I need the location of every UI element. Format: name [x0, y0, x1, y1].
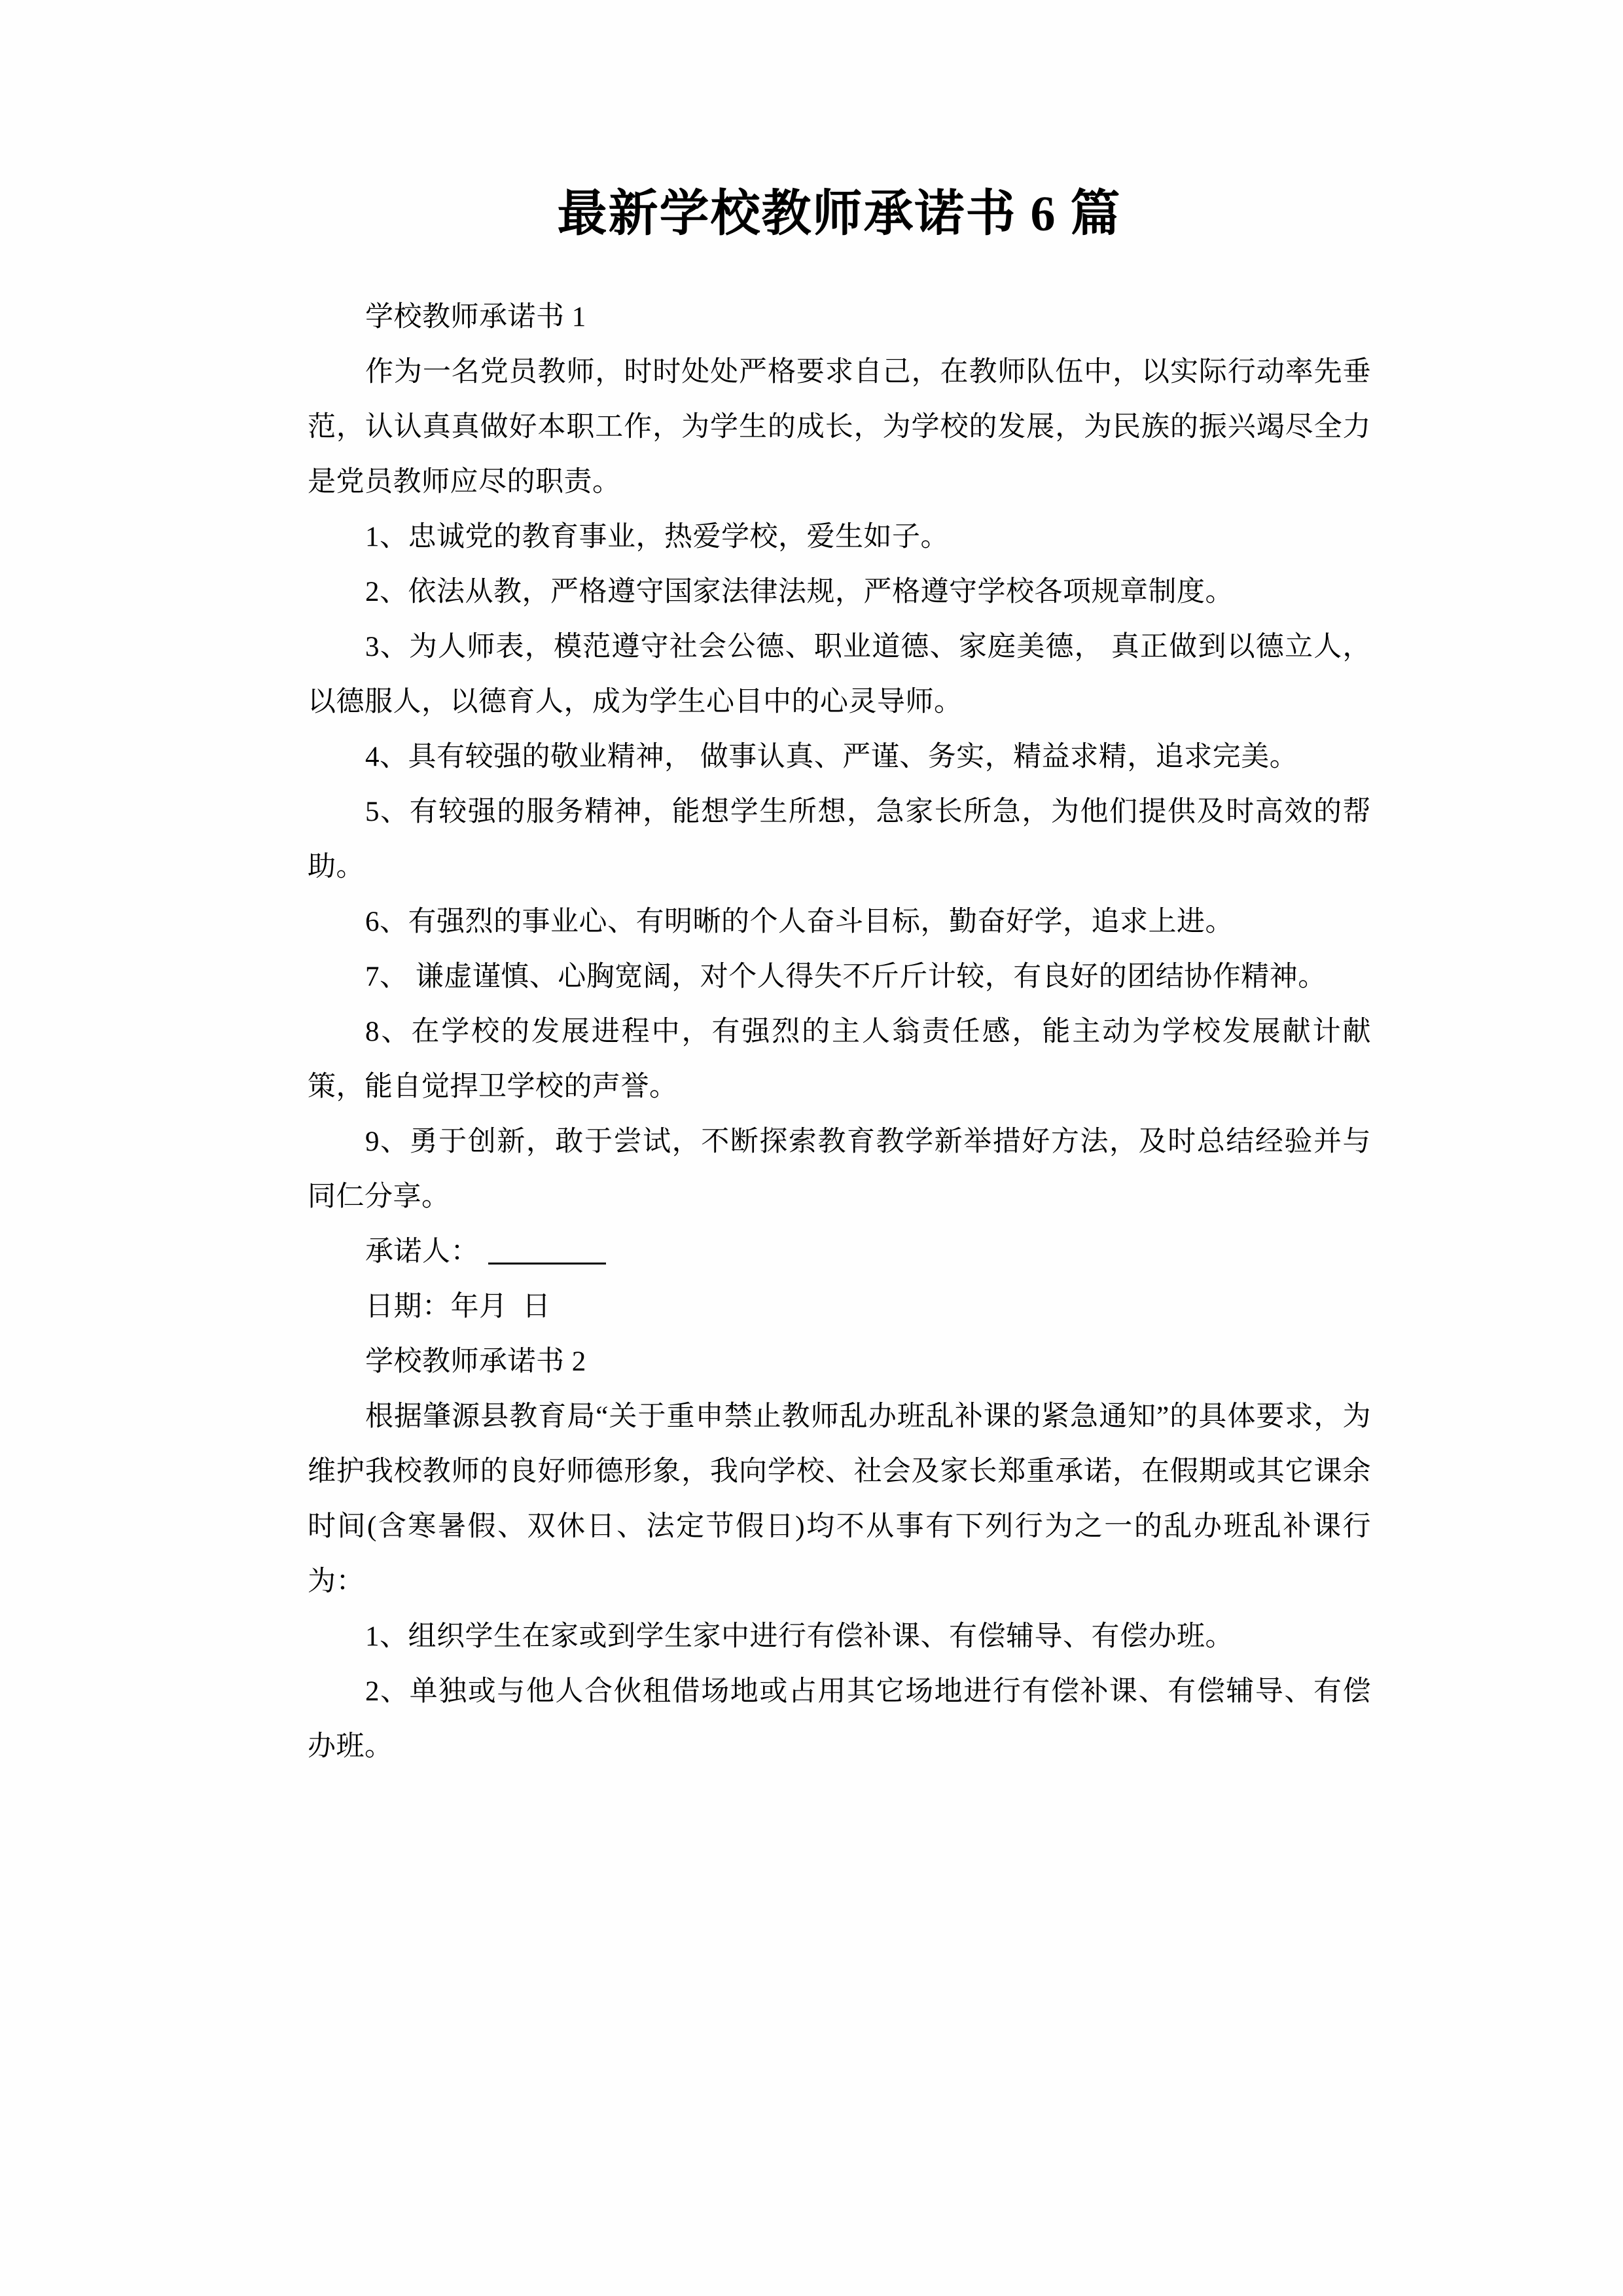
section-2-heading: 学校教师承诺书 2	[365, 1346, 586, 1378]
section-1-item-6: 6、有强烈的事业心、有明晰的个人奋斗目标，勤奋好学，追求上进。	[365, 906, 1234, 938]
section-1-item-5: 5、有较强的服务精神，能想学生所想，急家长所急，为他们提供及时高效的帮助。	[308, 797, 1371, 883]
section-1-heading: 学校教师承诺书 1	[365, 302, 586, 333]
promisor-line	[308, 1225, 1371, 1280]
promisor-label: 承诺人：	[365, 1236, 479, 1268]
section-1-item-8: 8、在学校的发展进程中，有强烈的主人翁责任感，能主动为学校发展献计献策，能自觉捍卫学校的声誉。	[308, 1016, 1371, 1103]
section-1-item-7: 7、 谦虚谨慎、心胸宽阔，对个人得失不斤斤计较，有良好的团结协作精神。	[365, 961, 1327, 993]
section-1-item-1: 1、忠诚党的教育事业，热爱学校，爱生如子。	[365, 522, 949, 553]
section-1	[308, 290, 1371, 1335]
section-1-item-3: 3、为人师表，模范遵守社会公德、职业道德、家庭美德， 真正做到以德立人，以德服人，以德育人，成为学生心目中的心灵导师。	[308, 632, 1371, 718]
section-1-item-9: 9、勇于创新，敢于尝试，不断探索教育教学新举措好方法，及时总结经验并与同仁分享。	[308, 1126, 1371, 1213]
section-1-item-4: 4、具有较强的敬业精神， 做事认真、严谨、务实，精益求精，追求完美。	[365, 742, 1298, 773]
section-2-intro: 根据肇源县教育局“关于重申禁止教师乱办班乱补课的紧急通知”的具体要求，为维护我校教师的良好师德形象，我向学校、社会及家长郑重承诺，在假期或其它课余时间(含寒暑假、双休日、法定节假日)均不从事有下列行为之一的乱办班乱补课行为：	[308, 1401, 1371, 1598]
section-2	[308, 1335, 1371, 1774]
section-2-item-1: 1、组织学生在家或到学生家中进行有偿补课、有偿辅导、有偿办班。	[365, 1621, 1234, 1653]
section-1-item-2: 2、依法从教，严格遵守国家法律法规，严格遵守学校各项规章制度。	[365, 577, 1234, 608]
section-2-item-2: 2、单独或与他人合伙租借场地或占用其它场地进行有偿补课、有偿辅导、有偿办班。	[308, 1676, 1371, 1763]
page-title: 最新学校教师承诺书 6 篇	[557, 187, 1122, 242]
document-body	[308, 0, 1371, 1774]
section-1-intro: 作为一名党员教师，时时处处严格要求自己，在教师队伍中，以实际行动率先垂范，认认真真做好本职工作，为学生的成长，为学校的发展，为民族的振兴竭尽全力是党员教师应尽的职责。	[308, 357, 1371, 498]
date-line: 日期：年月 日	[365, 1291, 551, 1323]
promisor-blank-field[interactable]	[488, 1263, 606, 1265]
